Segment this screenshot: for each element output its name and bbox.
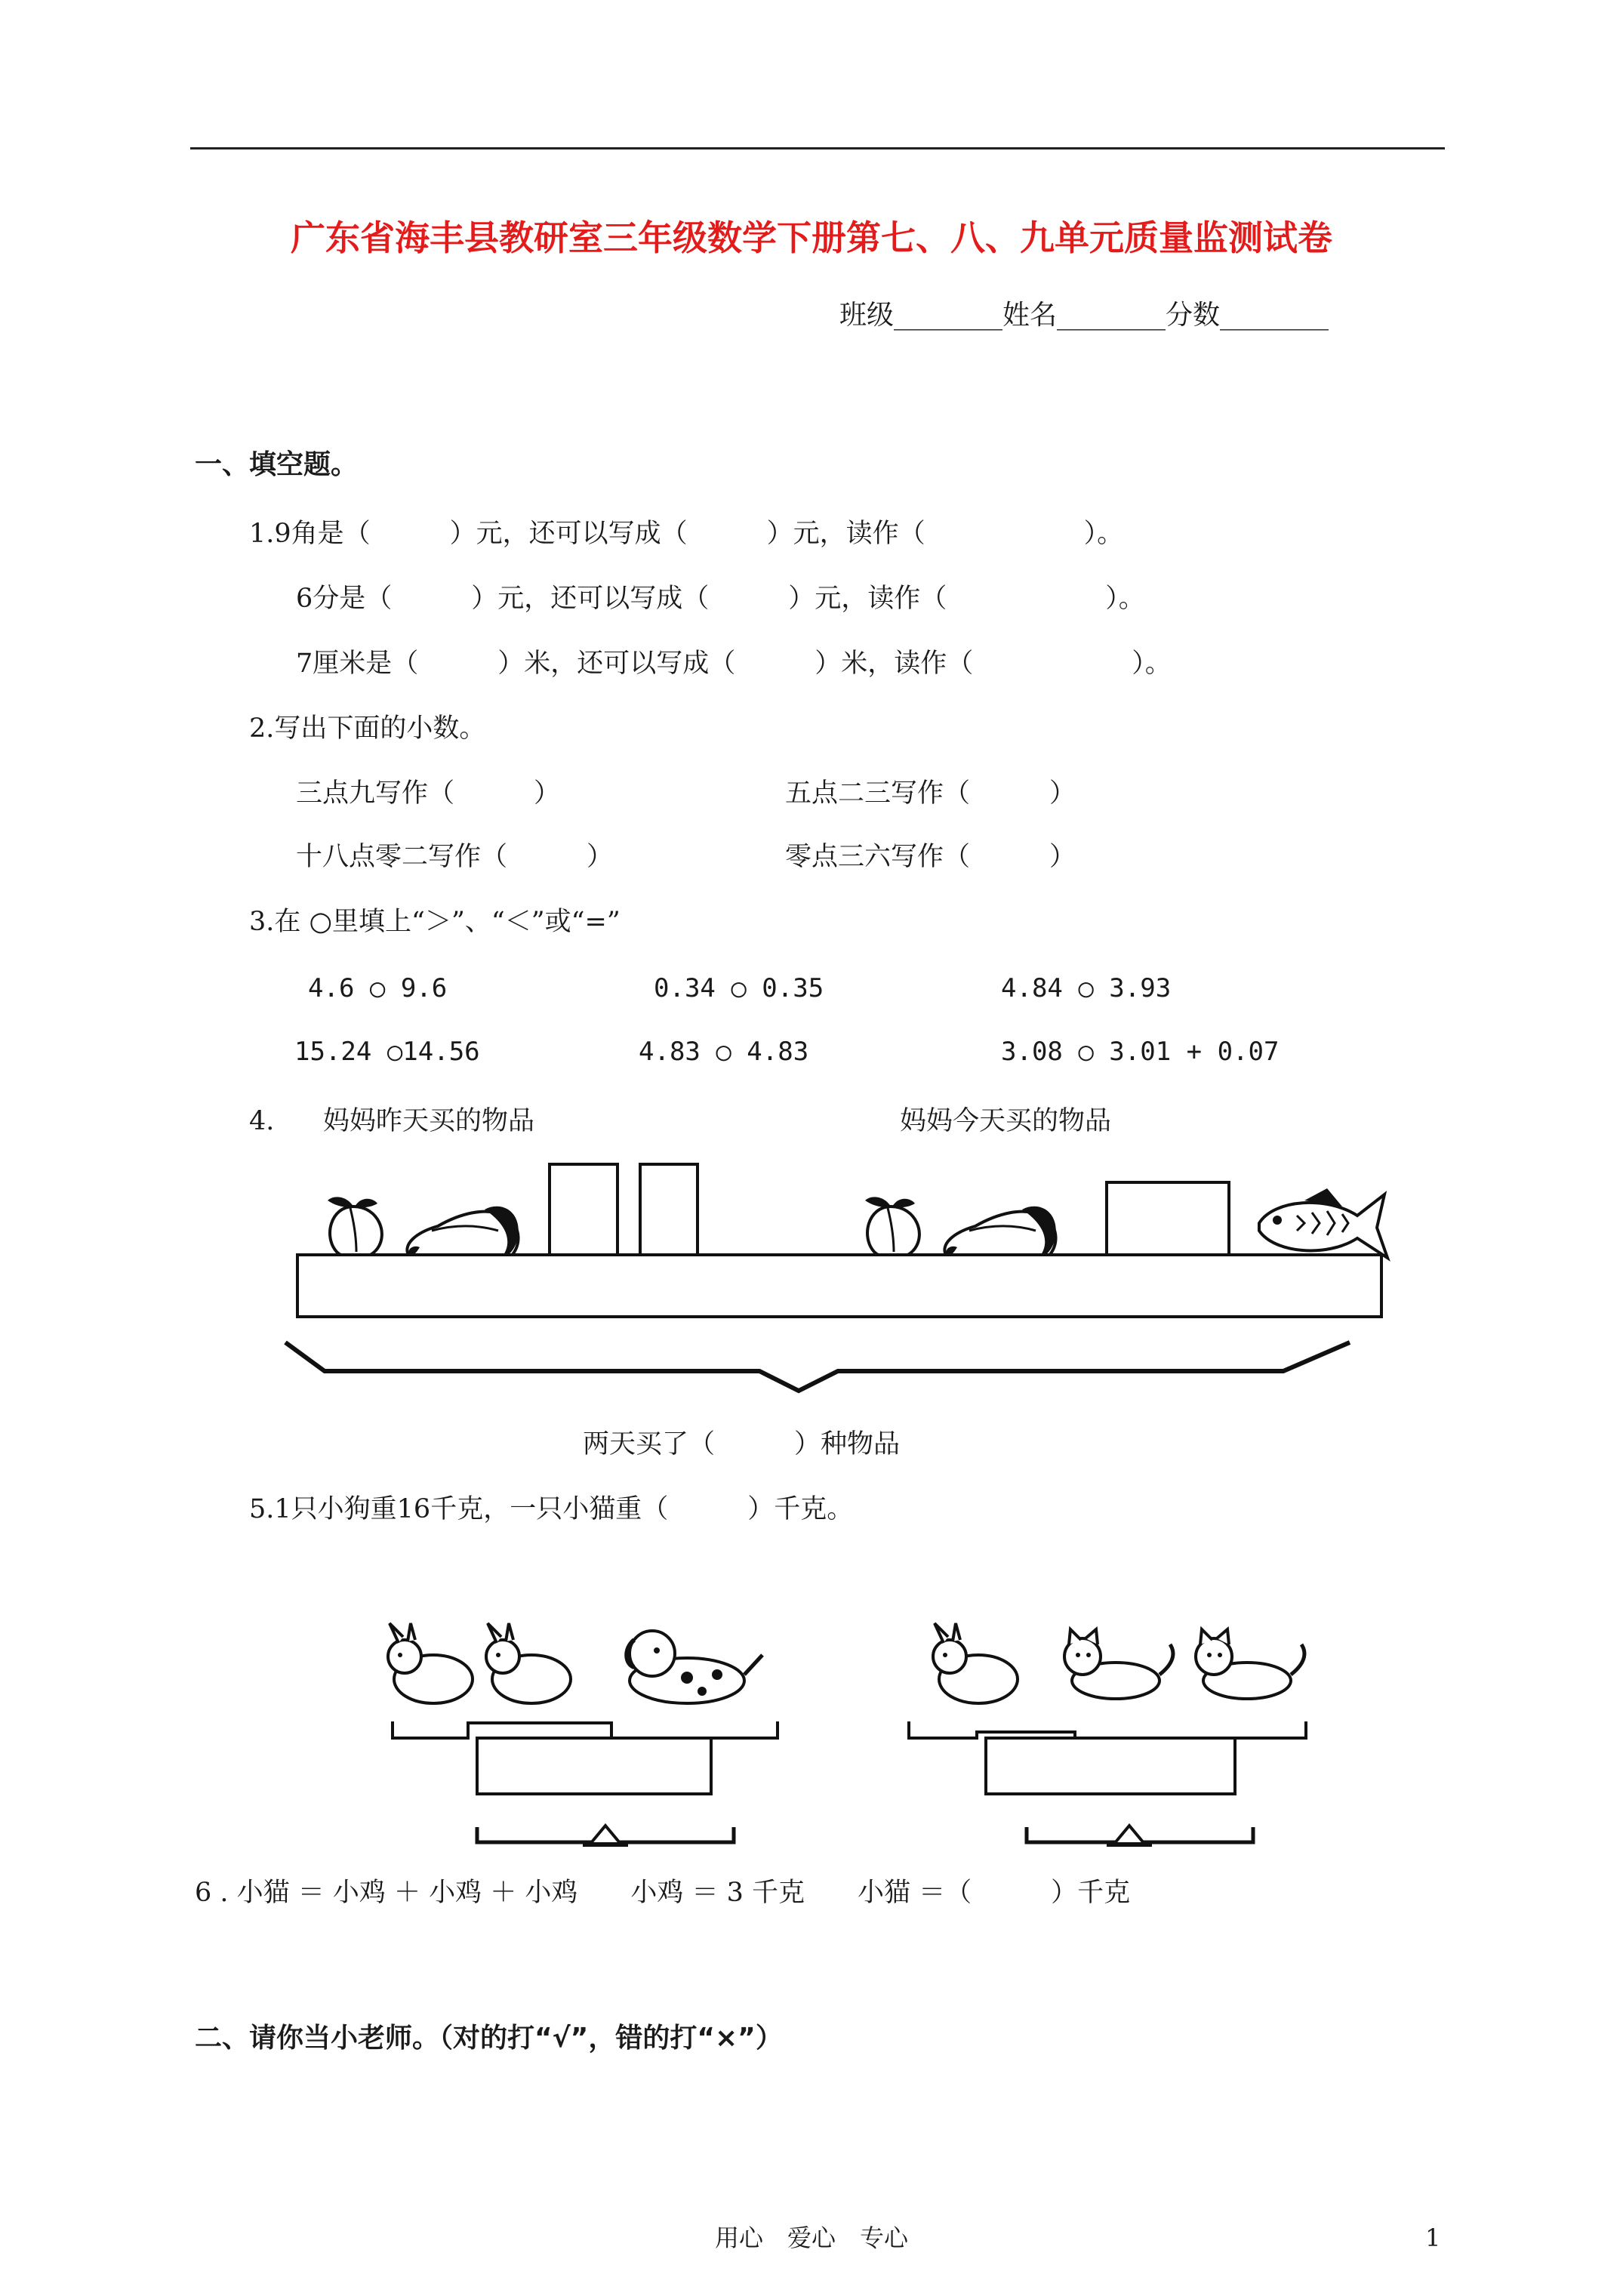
balance-scale-icon [388,1623,778,1845]
header-rule [190,147,1445,149]
cabbage-icon [944,1207,1055,1259]
balance-scale-icon [909,1623,1306,1845]
rabbit-icon [388,1623,473,1703]
q3-item: 3.08 ○ 3.01 + 0.07 [1001,1037,1280,1067]
q4-illustration [279,1155,1404,1404]
counter-table [297,1255,1381,1317]
q4-label-yesterday: 妈妈昨天买的物品 [323,1106,535,1136]
page-number: 1 [1425,2224,1441,2252]
rabbit-icon [933,1623,1018,1703]
q2-item: 零点三六写作（ ） [785,842,1076,872]
cat-icon [1196,1629,1304,1699]
q4-number: 4. [249,1106,275,1136]
q5-illustration [377,1608,1329,1850]
student-info-line: 班级________姓名________分数________ [839,300,1329,331]
q4-answer-line: 两天买了（ ）种物品 [583,1429,901,1459]
section2-heading: 二、请你当小老师。（对的打“√”，错的打“×”） [195,2023,783,2054]
cat-icon [1064,1629,1173,1699]
q1-line1: 1.9角是（ ）元，还可以写成（ ）元，读作（ ）。 [249,519,1124,549]
footer-motto: 用心 爱心 专心 [714,2224,908,2252]
peach-icon [865,1197,919,1258]
q2-item: 三点九写作（ ） [296,778,561,809]
q3-item: 4.84 ○ 3.93 [1001,973,1172,1003]
q3-item: 4.6 ○ 9.6 [308,973,448,1003]
q4-label-today: 妈妈今天买的物品 [900,1106,1112,1136]
q3-item: 4.83 ○ 4.83 [639,1037,809,1067]
rabbit-icon [486,1623,571,1703]
cabbage-icon [407,1207,518,1259]
box-icon [640,1164,698,1255]
q3-item: 0.34 ○ 0.35 [654,973,824,1003]
page-title: 广东省海丰县教研室三年级数学下册第七、八、九单元质量监测试卷 [291,217,1332,258]
peach-icon [328,1197,382,1258]
q2-prompt: 2.写出下面的小数。 [249,713,486,744]
fish-icon [1259,1188,1387,1258]
q2-item: 五点二三写作（ ） [785,778,1076,809]
q1-line3: 7厘米是（ ）米，还可以写成（ ）米，读作（ ）。 [296,649,1172,679]
q5-prompt: 5.1只小狗重16千克，一只小猫重（ ）千克。 [249,1494,854,1524]
section1-heading: 一、填空题。 [195,449,359,480]
q3-prompt: 3.在 ○里填上“＞”、“＜”或“=” [249,907,621,937]
q1-line2: 6分是（ ）元，还可以写成（ ）元，读作（ ）。 [296,584,1145,614]
q2-item: 十八点零二写作（ ） [296,842,614,872]
brace-bracket [285,1342,1350,1391]
box-icon [1107,1182,1229,1255]
box-icon [550,1164,617,1255]
dog-icon [627,1631,762,1703]
q3-item: 15.24 ○14.56 [294,1037,480,1067]
q6-line: 6 . 小猫 ＝ 小鸡 ＋ 小鸡 ＋ 小鸡 小鸡 ＝ 3 千克 小猫 ＝（ ）千克 [195,1878,1131,1908]
